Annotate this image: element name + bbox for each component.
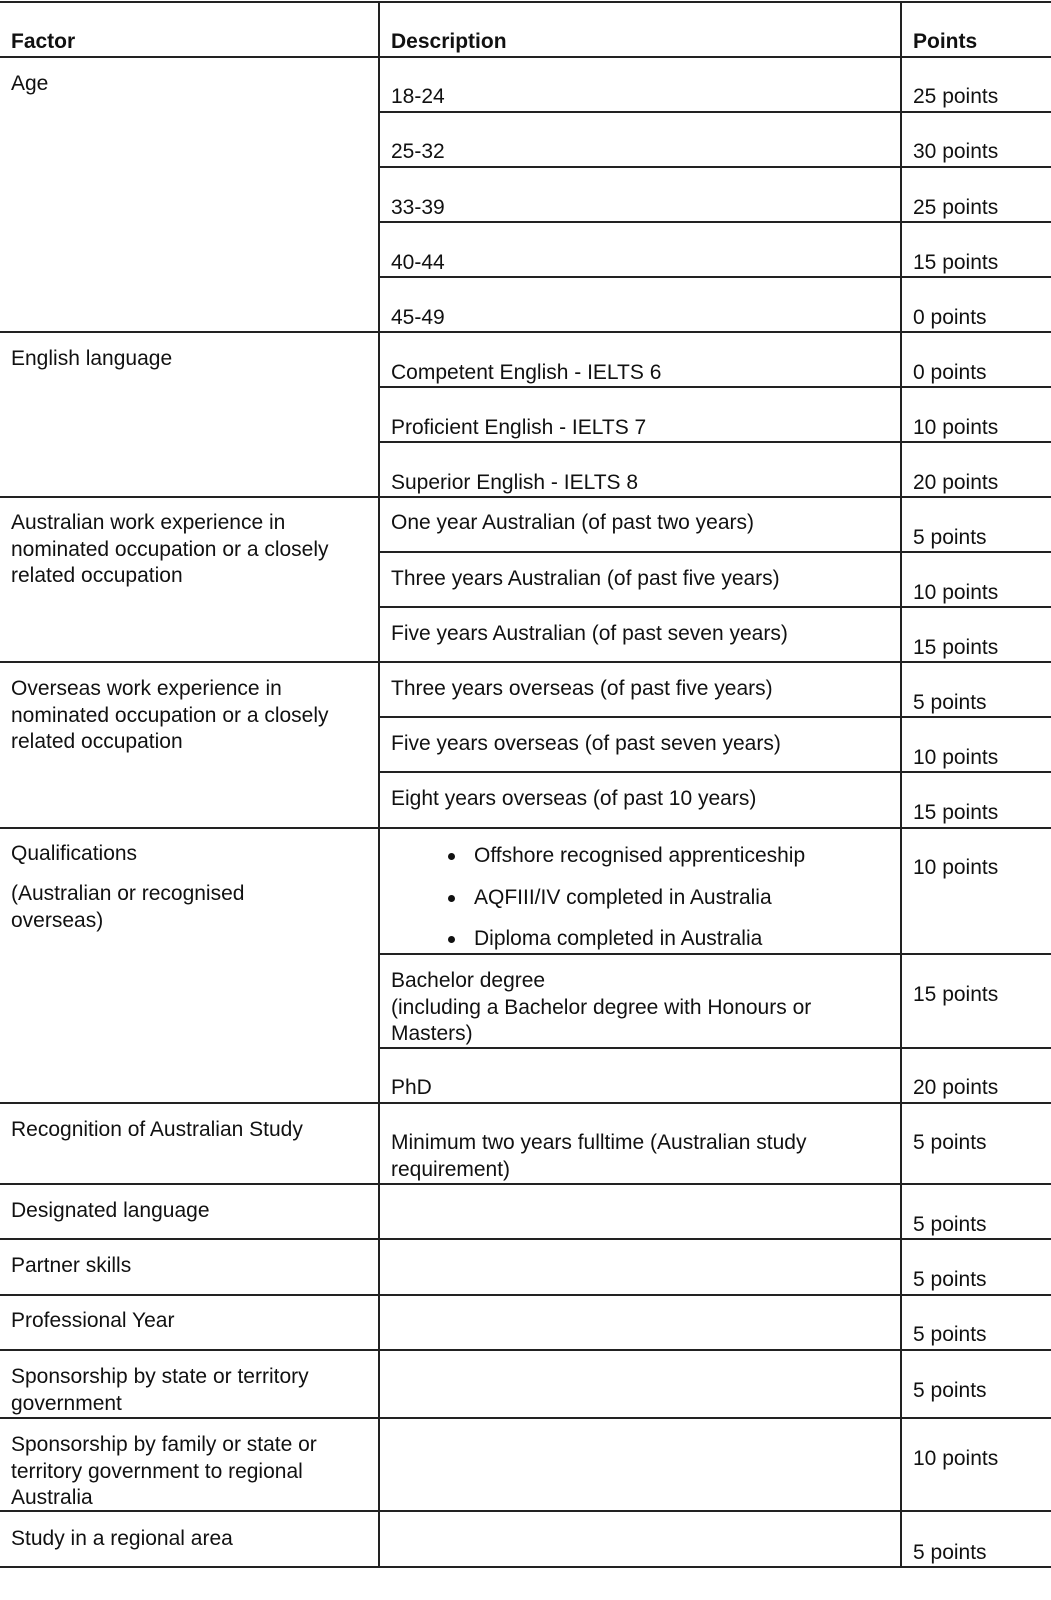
bullet-icon bbox=[448, 853, 455, 860]
description: 25-32 bbox=[391, 140, 445, 163]
points: 15 points bbox=[913, 251, 999, 274]
factor-qualifications: Qualifications bbox=[11, 842, 138, 865]
description: Five years Australian (of past seven years) bbox=[391, 622, 788, 645]
description: Five years overseas (of past seven years) bbox=[391, 732, 781, 755]
points: 20 points bbox=[913, 1076, 999, 1099]
factor-professional-year: Professional Year bbox=[11, 1309, 175, 1332]
bullet-item: AQFIII/IV completed in Australia bbox=[474, 886, 772, 909]
points: 0 points bbox=[913, 361, 987, 384]
points: 5 points bbox=[913, 526, 987, 549]
divider bbox=[0, 1, 1051, 3]
column-divider bbox=[900, 1, 902, 1567]
points: 5 points bbox=[913, 1268, 987, 1291]
bullet-item: Offshore recognised apprenticeship bbox=[474, 844, 806, 867]
divider bbox=[378, 111, 1051, 113]
divider bbox=[0, 827, 1051, 829]
factor-australian-work: Australian work experience in nominated occupation or a closely related occupation bbox=[11, 511, 329, 587]
points: 10 points bbox=[913, 746, 999, 769]
points: 25 points bbox=[913, 85, 999, 108]
bullet-icon bbox=[448, 936, 455, 943]
points: 5 points bbox=[913, 691, 987, 714]
divider bbox=[0, 1238, 1051, 1240]
factor-state-sponsorship: Sponsorship by state or territory government bbox=[11, 1365, 309, 1415]
factor-recognition: Recognition of Australian Study bbox=[11, 1118, 303, 1141]
divider bbox=[0, 1294, 1051, 1296]
divider bbox=[378, 953, 1051, 955]
description: 33-39 bbox=[391, 196, 445, 219]
points: 5 points bbox=[913, 1213, 987, 1236]
divider bbox=[0, 56, 1051, 58]
factor-regional-study: Study in a regional area bbox=[11, 1527, 233, 1550]
divider bbox=[0, 1102, 1051, 1104]
header-description: Description bbox=[391, 30, 507, 53]
divider bbox=[0, 1183, 1051, 1185]
description: 45-49 bbox=[391, 306, 445, 329]
divider bbox=[0, 1417, 1051, 1419]
divider bbox=[0, 1566, 1051, 1568]
factor-designated-language: Designated language bbox=[11, 1199, 210, 1222]
header-factor: Factor bbox=[11, 30, 76, 53]
description: One year Australian (of past two years) bbox=[391, 511, 754, 534]
bullet-item: Diploma completed in Australia bbox=[474, 927, 763, 950]
bullet-icon bbox=[448, 895, 455, 902]
description: Proficient English - IELTS 7 bbox=[391, 416, 647, 439]
points: 10 points bbox=[913, 856, 999, 879]
points: 5 points bbox=[913, 1323, 987, 1346]
description: Three years overseas (of past five years) bbox=[391, 677, 773, 700]
divider bbox=[378, 166, 1051, 168]
points: 15 points bbox=[913, 801, 999, 824]
factor-age: Age bbox=[11, 72, 49, 95]
factor-english: English language bbox=[11, 347, 173, 370]
divider bbox=[0, 331, 1051, 333]
factor-regional-sponsorship: Sponsorship by family or state or territory government to regional Australia bbox=[11, 1433, 317, 1509]
factor-overseas-work: Overseas work experience in nominated occupation or a closely related occupation bbox=[11, 677, 329, 753]
points: 5 points bbox=[913, 1541, 987, 1564]
points: 15 points bbox=[913, 636, 999, 659]
points: 10 points bbox=[913, 1447, 999, 1470]
points: 5 points bbox=[913, 1379, 987, 1402]
divider bbox=[0, 661, 1051, 663]
points: 25 points bbox=[913, 196, 999, 219]
description: 40-44 bbox=[391, 251, 445, 274]
points: 0 points bbox=[913, 306, 987, 329]
divider bbox=[0, 1349, 1051, 1351]
description: Superior English - IELTS 8 bbox=[391, 471, 639, 494]
description: Minimum two years fulltime (Australian study requirement) bbox=[391, 1131, 807, 1181]
column-divider bbox=[378, 1, 380, 1567]
description: 18-24 bbox=[391, 85, 445, 108]
points: 30 points bbox=[913, 140, 999, 163]
points: 15 points bbox=[913, 983, 999, 1006]
description: PhD bbox=[391, 1076, 432, 1099]
points: 20 points bbox=[913, 471, 999, 494]
description: Eight years overseas (of past 10 years) bbox=[391, 787, 757, 810]
header-points: Points bbox=[913, 30, 978, 53]
points: 5 points bbox=[913, 1131, 987, 1154]
description: Bachelor degree (including a Bachelor degree with Honours or Masters) bbox=[391, 969, 812, 1045]
factor-partner-skills: Partner skills bbox=[11, 1254, 132, 1277]
points: 10 points bbox=[913, 581, 999, 604]
factor-qualifications-note: (Australian or recognised overseas) bbox=[11, 882, 245, 932]
description: Three years Australian (of past five years) bbox=[391, 567, 780, 590]
description: Competent English - IELTS 6 bbox=[391, 361, 662, 384]
points: 10 points bbox=[913, 416, 999, 439]
